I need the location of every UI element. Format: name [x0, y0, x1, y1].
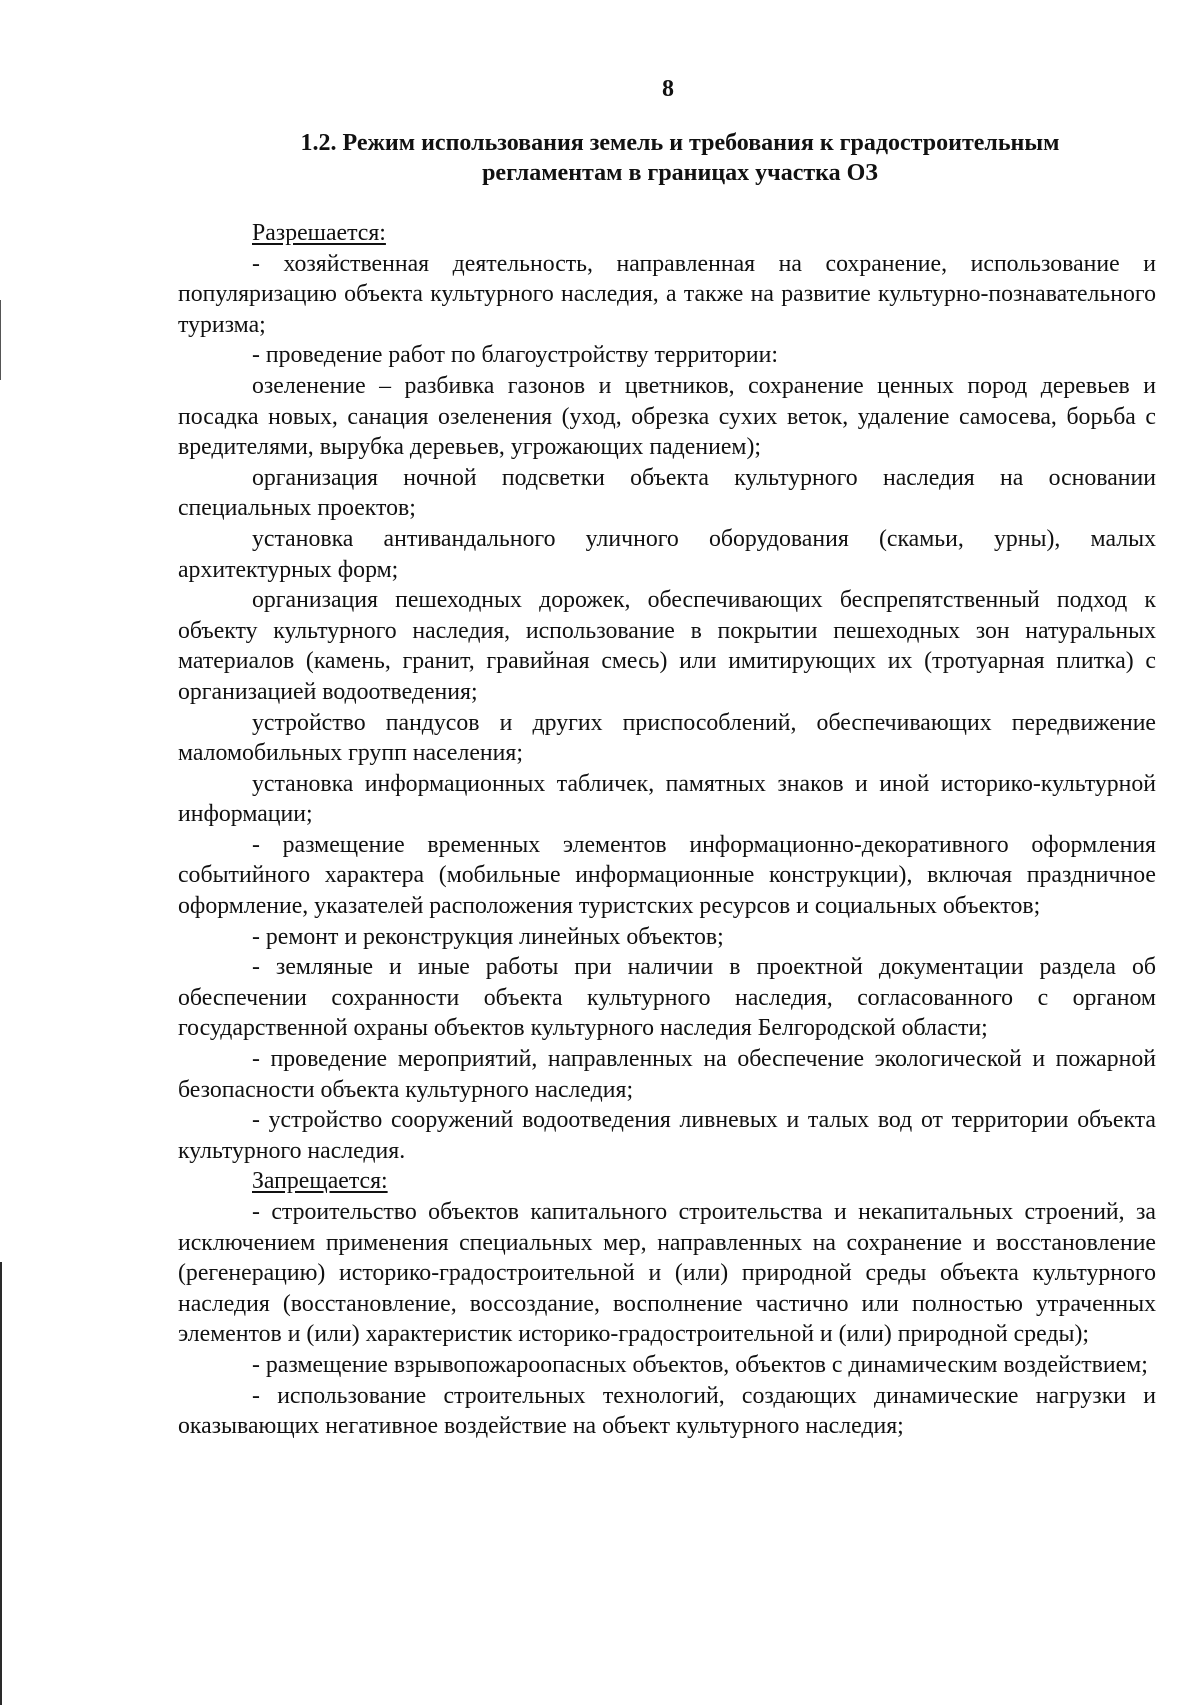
prohibited-item: - использование строительных технологий, создающих динамические нагрузки и оказывающих негативное воздействие на объект культурного наследия; — [178, 1382, 1156, 1440]
allowed-item: - проведение мероприятий, направленных на обеспечение экологической и пожарной безопасности объекта культурного наследия; — [178, 1046, 1156, 1103]
allowed-item: установка антивандального уличного оборудования (скамьи, урны), малых архитектурных форм; — [178, 525, 1156, 583]
section-heading-line-2: регламентам в границах участка ОЗ — [482, 160, 878, 186]
prohibited-item: - строительство объектов капитального строительства и некапитальных строений, за исключением применения специальных мер, направленных на сохранение и восстановление (регенерацию) историко-градостроительной и (или) природной среды объекта культурного наследия (восстановление, воссоздание, восполнение частично или полностью утраченных элементов и (или) характеристик историко-градостроительной и (или) природной среды); — [178, 1199, 1156, 1348]
allowed-item: - хозяйственная деятельность, направленная на сохранение, использование и популяризацию объекта культурного наследия, а также на развитие культурно-познавательного туризма; — [178, 250, 1156, 338]
scan-edge-line — [0, 1262, 2, 1705]
prohibited-label: Запрещается: — [252, 1168, 388, 1195]
allowed-item: устройство пандусов и других приспособлений, обеспечивающих передвижение маломобильных групп населения; — [178, 709, 1156, 767]
allowed-item: - проведение работ по благоустройству территории: — [252, 342, 778, 369]
allowed-item: озеленение – разбивка газонов и цветников, сохранение ценных пород деревьев и посадка новых, санация озеленения (уход, обрезка сухих веток, удаление самосева, борьба с вредителями, вырубка деревьев, угрожающих падением); — [178, 372, 1156, 461]
allowed-item: организация пешеходных дорожек, обеспечивающих беспрепятственный подход к объекту культурного наследия, использование в покрытии пешеходных зон натуральных материалов (камень, гранит, гравийная смесь) или имитирующих их (тротуарная плитка) с организацией водоотведения; — [178, 587, 1156, 705]
allowed-item: - устройство сооружений водоотведения ливневых и талых вод от территории объекта культурного наследия. — [178, 1107, 1156, 1164]
allowed-item: организация ночной подсветки объекта культурного наследия на основании специальных проектов; — [178, 464, 1156, 522]
page-number: 8 — [662, 76, 674, 102]
allowed-label: Разрешается: — [252, 220, 386, 246]
allowed-item: - размещение временных элементов информационно-декоративного оформления событийного характера (мобильные информационные конструкции), включая праздничное оформление, указателей расположения туристских ресурсов и социальных объектов; — [178, 831, 1156, 920]
prohibited-item: - размещение взрывопожароопасных объектов, объектов с динамическим воздействием; — [252, 1351, 1148, 1378]
document-body — [178, 218, 1156, 1442]
allowed-item: - земляные и иные работы при наличии в проектной документации раздела об обеспечении сохранности объекта культурного наследия, согласованного с органом государственной охраны объектов культурного наследия Белгородской области; — [178, 954, 1156, 1042]
allowed-item: установка информационных табличек, памятных знаков и иной историко-культурной информации; — [178, 770, 1156, 828]
section-heading — [180, 128, 1180, 188]
allowed-item: - ремонт и реконструкция линейных объектов; — [252, 923, 724, 950]
section-heading-line-1: 1.2. Режим использования земель и требования к градостроительным — [300, 130, 1060, 156]
scan-edge-mark — [0, 300, 1, 380]
